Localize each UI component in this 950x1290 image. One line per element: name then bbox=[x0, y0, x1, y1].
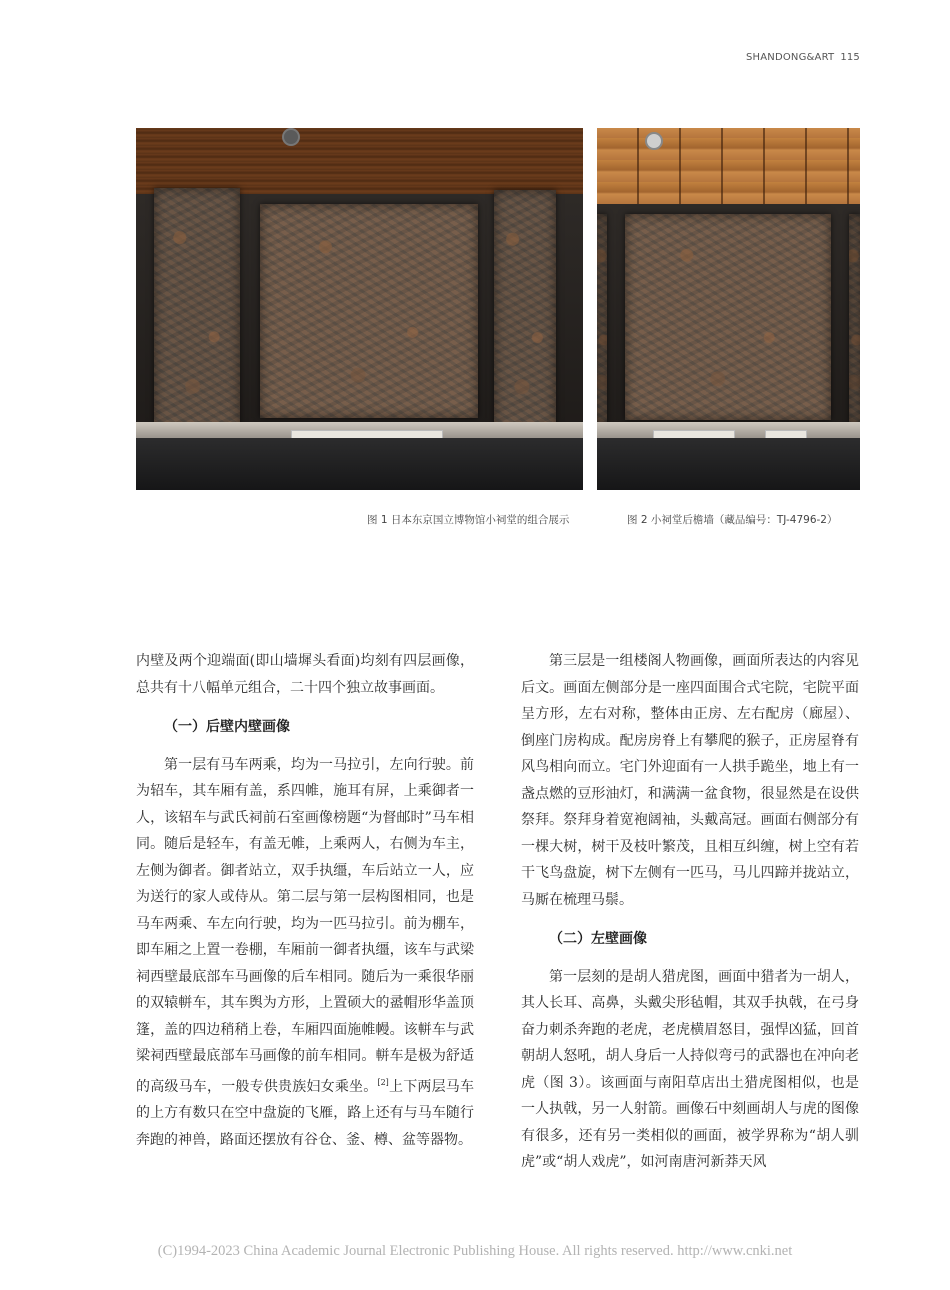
left-text-column bbox=[136, 648, 474, 1153]
figure-1-caption: 图 1 日本东京国立博物馆小祠堂的组合展示 bbox=[367, 514, 570, 526]
citation-ref: [2] bbox=[377, 1077, 389, 1087]
section-heading: （二）左壁画像 bbox=[549, 931, 647, 947]
display-base bbox=[597, 438, 860, 490]
right-edge-stone bbox=[849, 214, 860, 424]
right-side-stone bbox=[494, 190, 556, 436]
display-base bbox=[136, 438, 583, 490]
right-text-column bbox=[521, 648, 859, 1176]
rear-eave-wall-stone bbox=[625, 214, 831, 420]
section-heading: （一）后壁内壁画像 bbox=[164, 719, 290, 735]
journal-name: SHANDONG&ART bbox=[745, 52, 835, 63]
paragraph bbox=[136, 752, 474, 1154]
paragraph: 内壁及两个迎端面(即山墙墀头看面)均刻有四层画像，总共有十八幅单元组合，二十四个独立故事画面。 bbox=[136, 653, 474, 696]
figure-2-photo bbox=[597, 128, 860, 490]
page-number: 115 bbox=[840, 52, 860, 63]
paragraph-text: 第一层有马车两乘，均为一马拉引，左向行驶。前为轺车，其车厢有盖，系四帷，施耳有屏，上乘御者一人，该轺车与武氏祠前石室画像榜题“为督邮时”马车相同。随后是轻车，有盖无帷，上乘两人，右侧为车主，左侧为御者。御者站立，双手执缰，车后站立一人，应为送行的家人或侍从。第二层与第一层构图相同，也是马车两乘、车左向行驶，均为一匹马拉引。前为棚车，即车厢之上置一卷棚，车厢前一御者执缰，该车与武梁祠西壁最底部车马画像的后车相同。随后为一乘很华丽的双辕軿车，其车舆为方形，上置硕大的盝帽形华盖顶篷，盖的四边稍稍上卷，车厢四面施帷幔。该軿车与武梁祠西壁最底部车马画像的前车相同。軿车是极为舒适的高级马车，一般专供贵族妇女乘坐。 bbox=[136, 756, 474, 1095]
paragraph-text: 上下两层马车的上方有数只在空中盘旋的飞雁，路上还有与马车随行奔跑的神兽，路面还摆放有谷仓、釜、樽、盆等器物。 bbox=[136, 1078, 475, 1148]
running-header bbox=[746, 52, 860, 63]
paragraph: 第一层刻的是胡人猎虎图，画面中猎者为一胡人，其人长耳、高鼻，头戴尖形毡帽，其双手执戟，在弓身奋力刺杀奔跑的老虎，老虎横眉怒目，强悍凶猛，回首朝胡人怒吼，胡人身后一人持似弯弓的武器也在冲向老虎（图 3）。该画面与南阳草店出土猎虎图相似，也是一人执戟，另一人射箭。画像石中刻画胡人与虎的图像有很多，还有另一类相似的画面，被学界称为“胡人驯虎”或“胡人戏虎”，如河南唐河新莽天风 bbox=[521, 968, 859, 1170]
ceiling-light bbox=[282, 128, 300, 146]
wood-wall-backdrop bbox=[136, 128, 583, 194]
wood-wall-backdrop bbox=[597, 128, 860, 204]
ceiling-light bbox=[645, 132, 663, 150]
left-edge-stone bbox=[597, 214, 607, 424]
copyright-footer: (C)1994-2023 China Academic Journal Electronic Publishing House. All rights reserved. http://www.cnki.net bbox=[157, 1243, 793, 1259]
figure-1-photo bbox=[136, 128, 583, 490]
back-wall-stone bbox=[260, 204, 478, 418]
left-side-stone bbox=[154, 188, 240, 436]
paragraph: 第三层是一组楼阁人物画像，画面所表达的内容见后文。画面左侧部分是一座四面围合式宅院，宅院平面呈方形，左右对称，整体由正房、左右配房（廊屋）、倒座门房构成。配房房脊上有攀爬的猴子，正房屋脊有风鸟相向而立。宅门外迎面有一人拱手跪坐，地上有一盏点燃的豆形油灯，和满满一盆食物，很显然是在设供祭拜。祭拜身着宽袍阔袖，头戴高冠。画面右侧部分有一棵大树，树干及枝叶繁茂，且相互纠缠，树上空有若干飞鸟盘旋，树下左侧有一匹马，马儿四蹄并拢站立，马厮在梳理马鬃。 bbox=[521, 653, 859, 908]
figure-2-caption: 图 2 小祠堂后檐墙（藏品编号：TJ-4796-2） bbox=[627, 514, 838, 526]
